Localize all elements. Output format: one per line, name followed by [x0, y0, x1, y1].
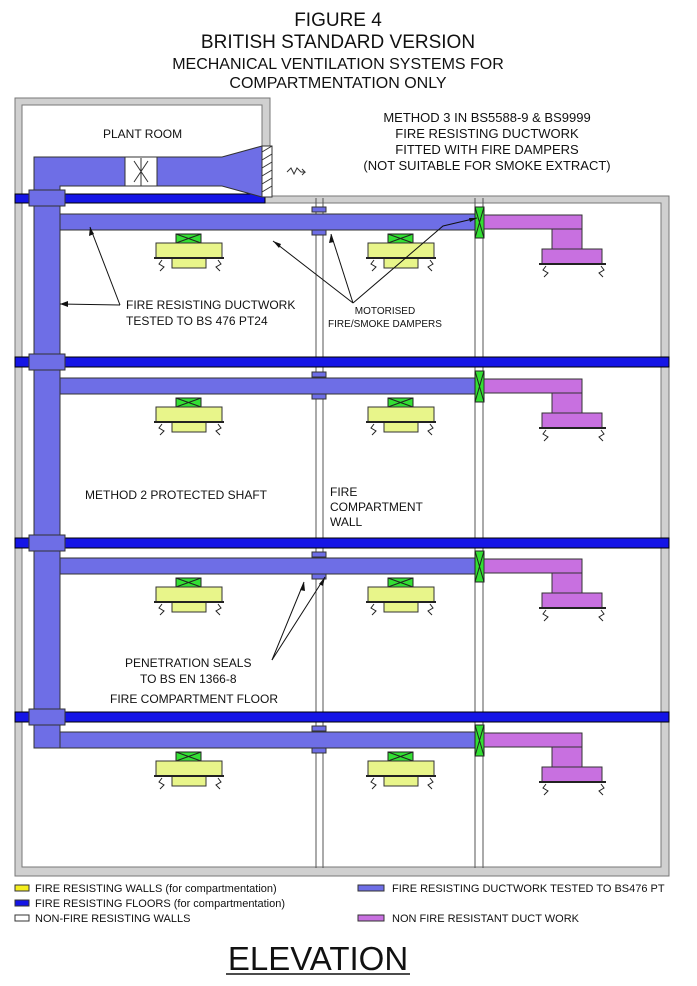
legend-label-non-fire-duct: NON FIRE RESISTANT DUCT WORK	[392, 913, 580, 925]
wall-label-1: FIRE	[330, 485, 358, 499]
legend-swatch-walls	[15, 885, 29, 891]
legend-label-floors: FIRE RESISTING FLOORS (for compartmentation)	[35, 898, 286, 910]
ductwork-label-1: FIRE RESISTING DUCTWORK	[126, 298, 296, 312]
seals-label-2: TO BS EN 1366-8	[140, 672, 237, 686]
method3-line-4: (NOT SUITABLE FOR SMOKE EXTRACT)	[363, 158, 611, 173]
seals-label-1: PENETRATION SEALS	[125, 656, 252, 670]
shaft-label: METHOD 2 PROTECTED SHAFT	[85, 488, 268, 502]
legend-swatch-ductwork	[358, 885, 384, 891]
legend-label-ductwork: FIRE RESISTING DUCTWORK TESTED TO BS476 PT	[392, 883, 665, 895]
method3-line-3: FITTED WITH FIRE DAMPERS	[395, 142, 579, 157]
wall-label-2: COMPARTMENT	[330, 500, 423, 514]
floor-label: FIRE COMPARTMENT FLOOR	[110, 692, 279, 706]
subtitle-line-2: COMPARTMENTATION ONLY	[229, 75, 447, 92]
legend-swatch-non-fire-walls	[15, 915, 29, 921]
wall-label-3: WALL	[330, 515, 363, 529]
dampers-label-2: FIRE/SMOKE DAMPERS	[328, 319, 442, 330]
legend-swatch-floors	[15, 900, 29, 906]
method3-line-1: METHOD 3 IN BS5588-9 & BS9999	[383, 110, 591, 125]
figure-number: FIGURE 4	[294, 10, 382, 31]
page-title: BRITISH STANDARD VERSION	[200, 32, 476, 53]
subtitle-line-1: MECHANICAL VENTILATION SYSTEMS FOR	[172, 56, 504, 73]
legend-label-walls: FIRE RESISTING WALLS (for compartmentation)	[35, 883, 277, 895]
legend-swatch-non-fire-duct	[358, 915, 384, 921]
legend-label-non-fire-walls: NON-FIRE RESISTING WALLS	[35, 913, 191, 925]
ductwork-label-2: TESTED TO BS 476 PT24	[126, 314, 268, 328]
dampers-label-1: MOTORISED	[354, 306, 416, 317]
legend	[15, 883, 665, 925]
plant-room-label: PLANT ROOM	[103, 127, 183, 141]
footer-elevation: ELEVATION	[227, 940, 409, 977]
method3-line-2: FIRE RESISTING DUCTWORK	[395, 126, 579, 141]
